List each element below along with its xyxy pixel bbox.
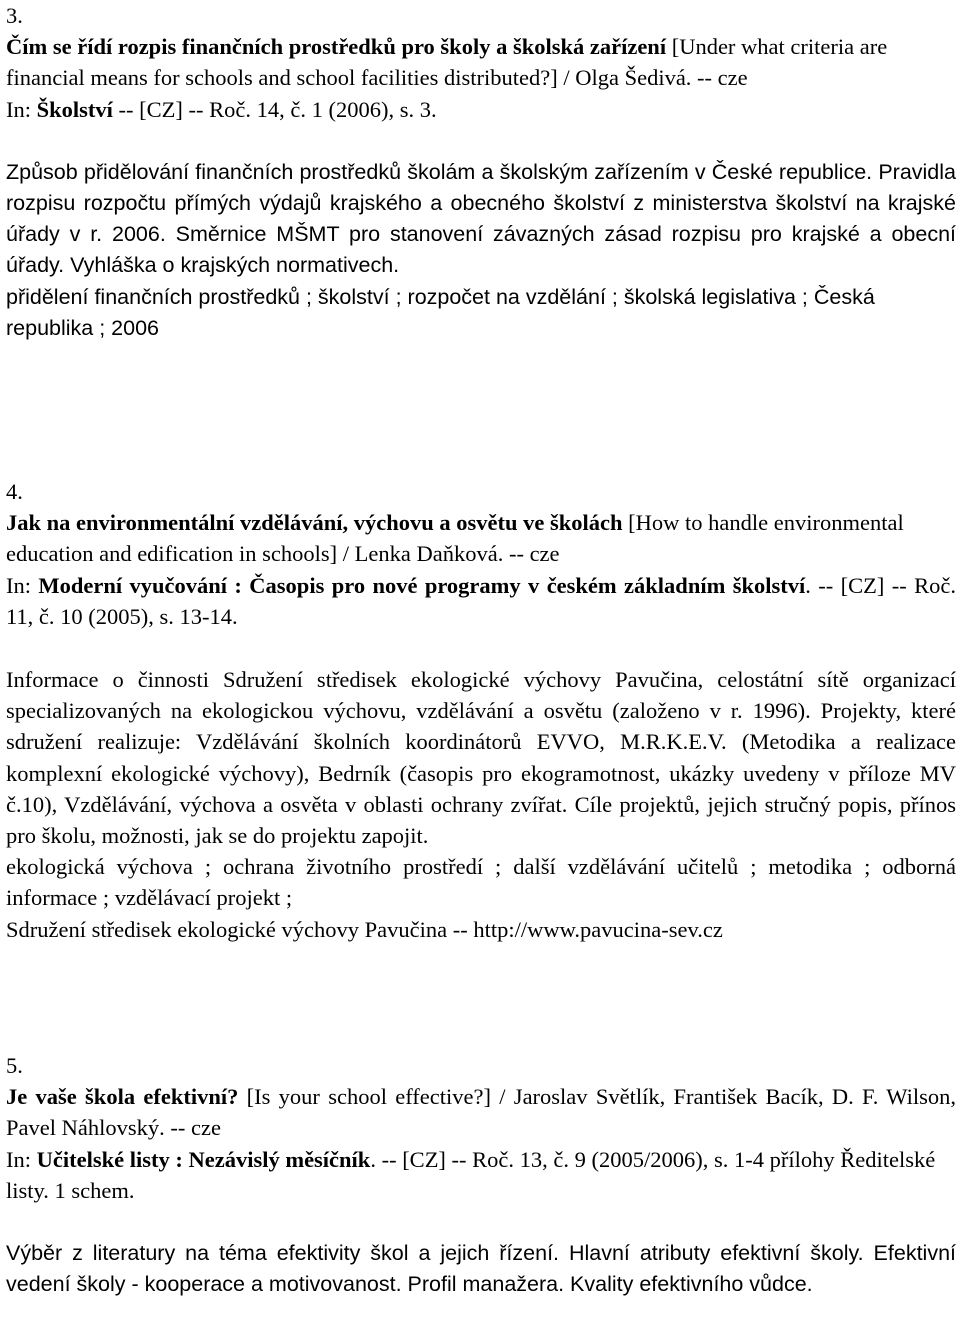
entry-abstract: Výběr z literatury na téma efektivity škol a jejich řízení. Hlavní atributy efektivní školy. Efektivní vedení školy - kooperace a motivovanost. Profil manažera. Kvality efektivního vůdce. (6, 1241, 956, 1297)
entry-abstract: Způsob přidělování finančních prostředků školám a školským zařízením v České republice. Pravidla rozpisu rozpočtu přímých výdajů krajského a obecného školství z ministerstva školství na krajské úřady v r. 2006. Směrnice MŠMT pro stanovení závazných zásad rozpisu pro krajské a obecní úřady. Vyhláška o krajských normativech. (6, 159, 956, 278)
title-rest: [How to handle environmental education and edification in schools] / Lenka Daňková. -- cze (6, 510, 904, 567)
title-bold: Čím se řídí rozpis finančních prostředků pro školy a školská zařízení (6, 34, 667, 60)
entry-title (6, 1081, 956, 1143)
source-rest: . -- [CZ] -- Roč. 13, č. 9 (2005/2006), s. 1-4 přílohy Ředitelské listy. 1 schem. (6, 1146, 936, 1203)
entry-abstract: Informace o činnosti Sdružení středisek ekologické výchovy Pavučina, celostátní sítě organizací specializovaných na ekologickou výchovu, vzdělávání a osvětu (založeno v r. 1996). Projekty, které sdružení realizuje: Vzdělávání školních koordinátorů EVVO, M.R.K.E.V. (Metodika a realizace komplexní ekologické výchovy), Bedrník (časopis pro ekogramotnost, ukázky uvedeny v příloze MV č.10), Vzdělávání, výchova a osvěta v oblasti ochrany zvířat. Cíle projektů, jejich stručný popis, přínos pro školu, možnosti, jak se do projektu zapojit. (6, 667, 956, 849)
title-rest: [Is your school effective?] / Jaroslav Světlík, František Bacík, D. F. Wilson, Pavel Náhlovský. -- cze (6, 1084, 956, 1141)
entry-number: 5. (6, 1053, 23, 1078)
entry-title (6, 507, 956, 569)
in-prefix: In: (6, 1146, 37, 1172)
entry-number: 3. (6, 3, 23, 28)
entry-keywords: ekologická výchova ; ochrana životního prostředí ; další vzdělávání učitelů ; metodika ; odborná informace ; vzdělávací projekt ; (6, 854, 956, 911)
entry-link: Sdružení středisek ekologické výchovy Pavučina -- http://www.pavucina-sev.cz (6, 916, 723, 942)
in-prefix: In: (6, 572, 39, 598)
source-bold: Moderní vyučování : Časopis pro nové programy v českém základním školství (38, 572, 806, 598)
entry-source (6, 1144, 956, 1206)
entry-title (6, 31, 956, 93)
bibliography-entry-4 (6, 476, 956, 945)
source-rest: -- [CZ] -- Roč. 14, č. 1 (2006), s. 3. (112, 96, 437, 122)
title-bold: Je vaše škola efektivní? (6, 1084, 239, 1110)
title-rest: [Under what criteria are financial means for schools and school facilities distributed?] / Olga Šedivá. -- cze (6, 34, 888, 91)
in-prefix: In: (6, 96, 37, 122)
source-rest: . -- [CZ] -- Roč. 11, č. 10 (2005), s. 13-14. (6, 572, 957, 629)
entry-number: 4. (6, 479, 23, 504)
source-bold: Školství (36, 96, 113, 122)
bibliography-entry-5 (6, 1050, 956, 1300)
entry-keywords: přidělení finančních prostředků ; školství ; rozpočet na vzdělání ; školská legislativa ; Česká republika ; 2006 (6, 284, 875, 340)
entry-source (6, 94, 956, 125)
title-bold: Jak na environmentální vzdělávání, výchovu a osvětu ve školách (6, 510, 623, 536)
source-bold: Učitelské listy : Nezávislý měsíčník (36, 1146, 371, 1172)
entry-source (6, 570, 956, 632)
bibliography-entry-3 (6, 0, 956, 344)
